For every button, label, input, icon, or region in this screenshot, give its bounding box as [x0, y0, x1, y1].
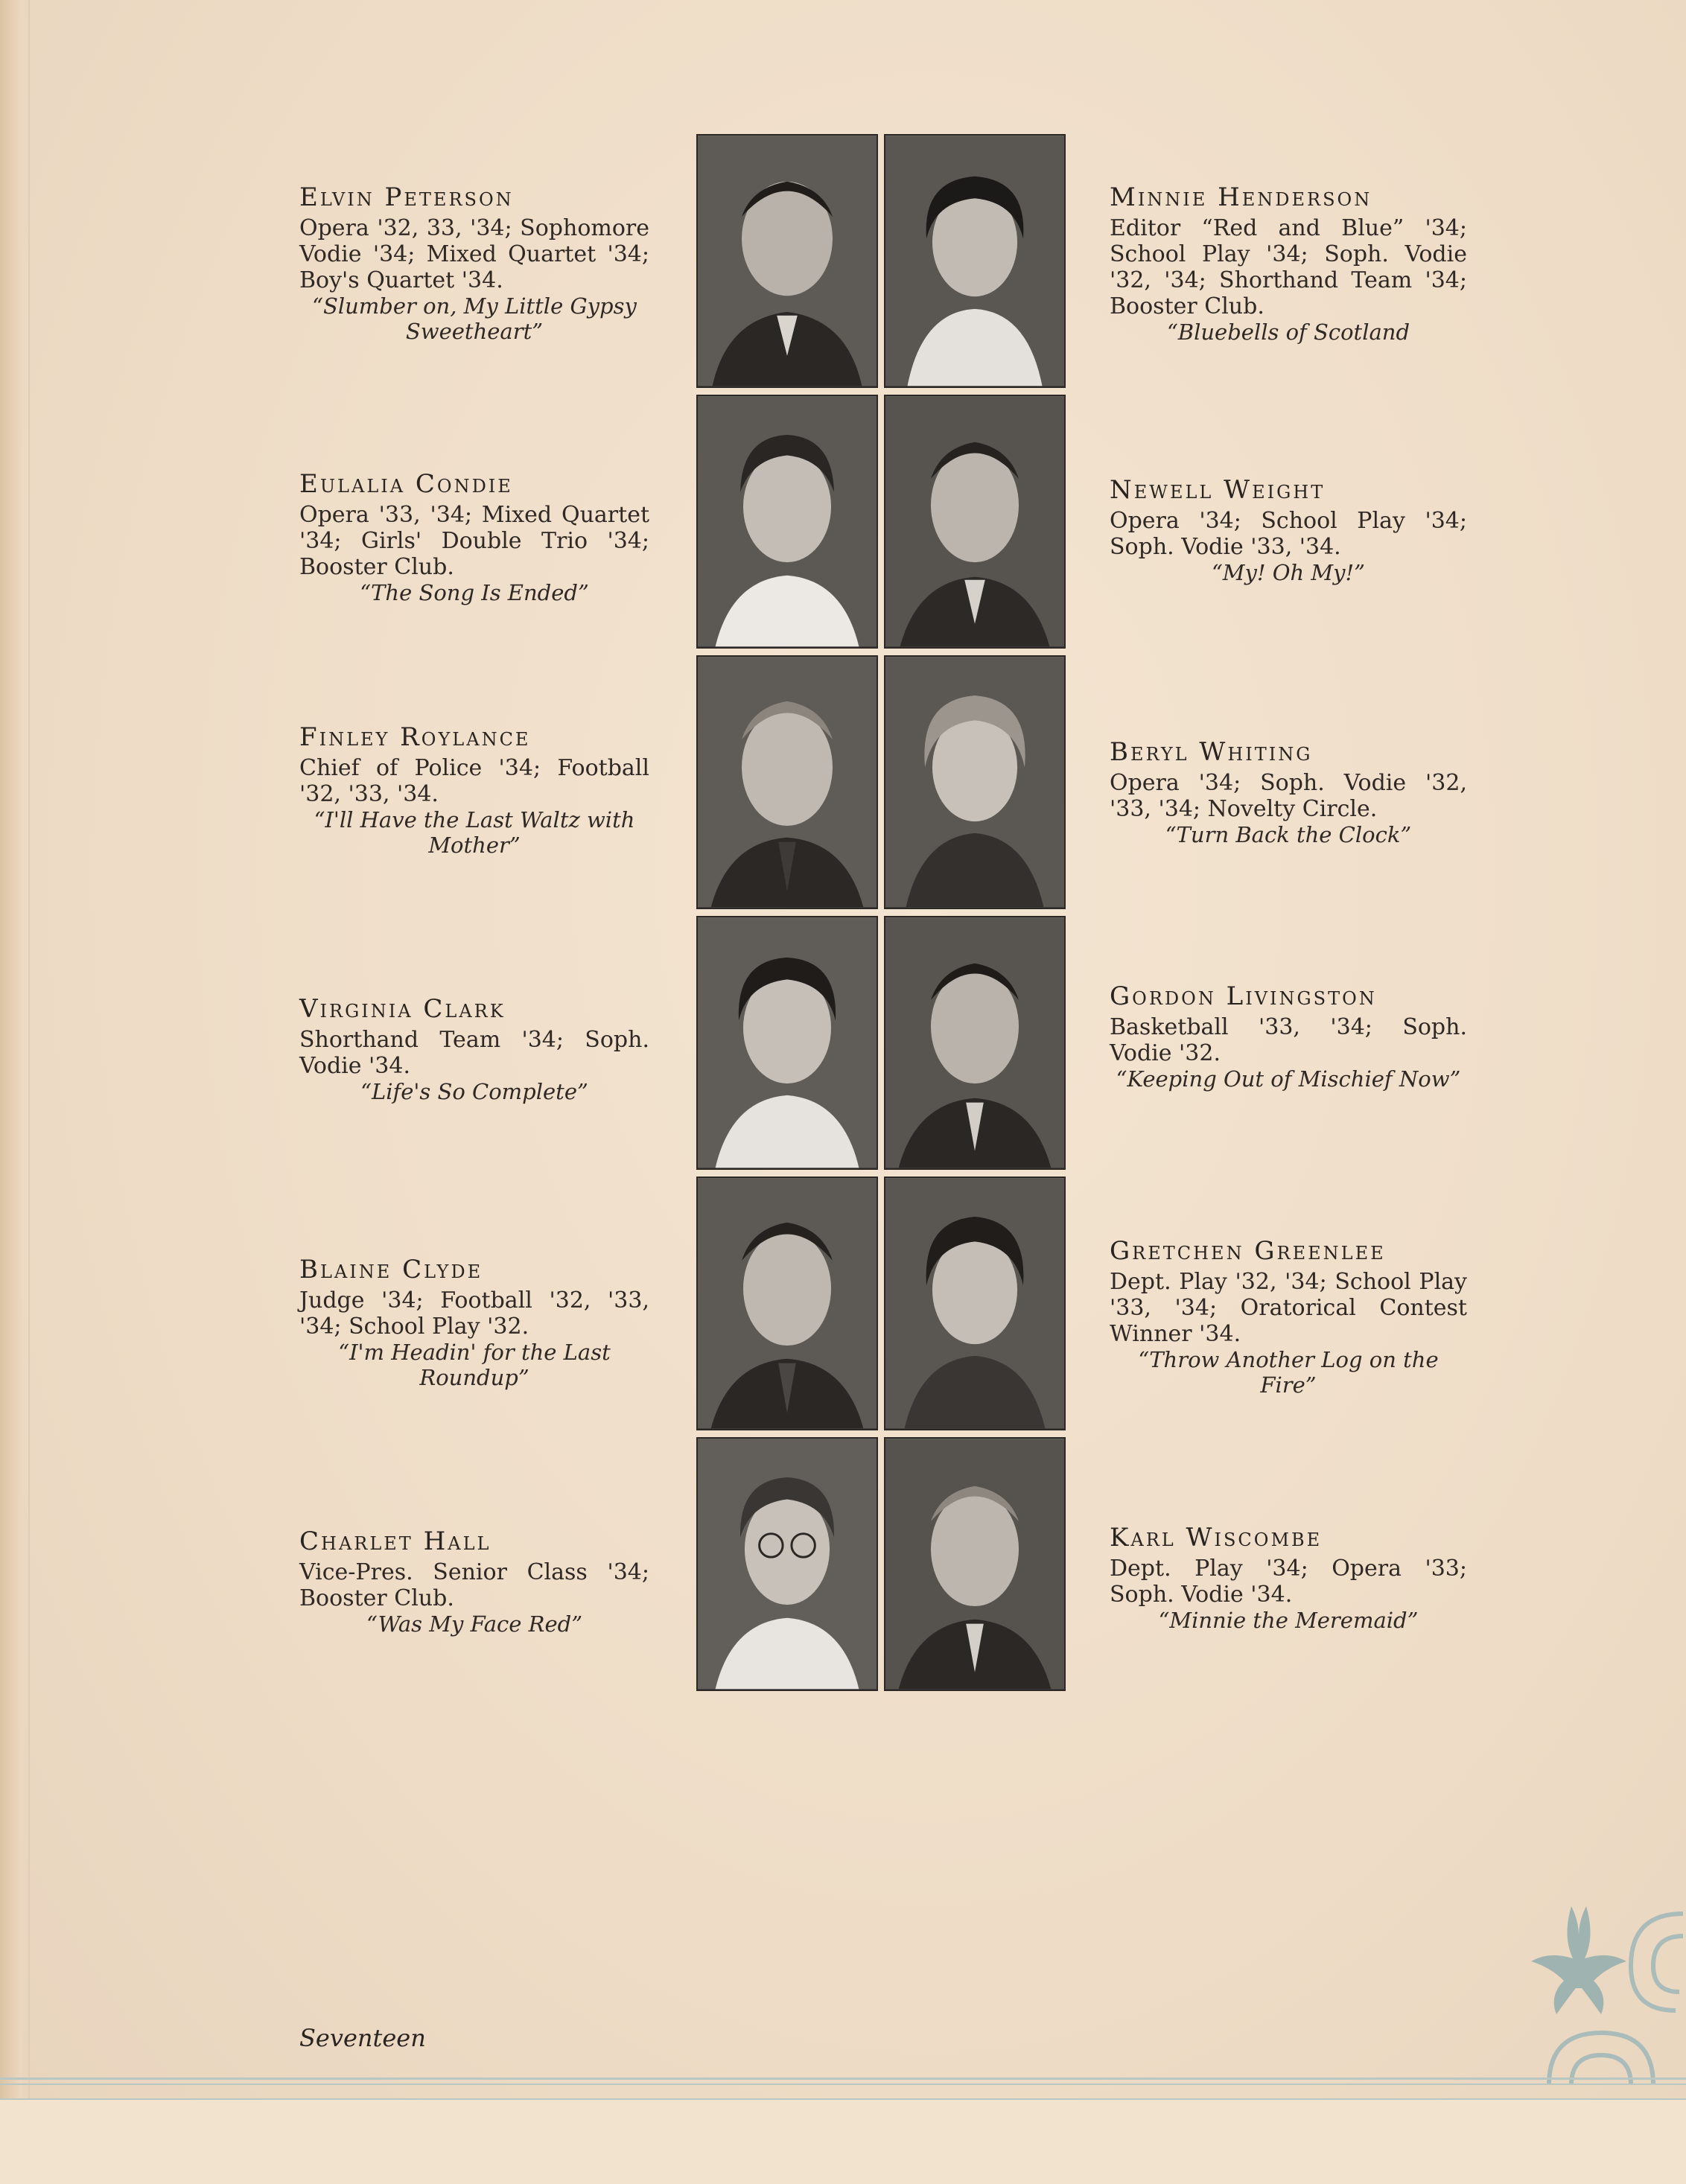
- student-name: Newell Weight: [1110, 475, 1326, 505]
- student-activities: Opera '34; School Play '34; Soph. Vodie '33, '34.: [1110, 508, 1467, 560]
- entry-left-5: [299, 1255, 649, 1390]
- entry-left-4: [299, 994, 649, 1104]
- portrait-elvin-peterson: [696, 134, 878, 388]
- bottom-rule-2: [0, 2083, 1686, 2085]
- portrait-eulalia-condie: [696, 395, 878, 649]
- entry-left-6: [299, 1526, 649, 1637]
- student-name: Minnie Henderson: [1110, 182, 1372, 212]
- fleur-de-lis-ornament-icon: [1504, 1884, 1686, 2085]
- student-activities: Vice-Pres. Senior Class '34; Booster Club.: [299, 1559, 649, 1611]
- student-quote: “I'm Headin' for the Last Roundup”: [338, 1340, 611, 1390]
- student-activities: Shorthand Team '34; Soph. Vodie '34.: [299, 1027, 649, 1079]
- student-activities: Opera '32, 33, '34; Sophomore Vodie '34; Mixed Quartet '34; Boy's Quartet '34.: [299, 215, 649, 293]
- student-name: Eulalia Condie: [299, 469, 513, 499]
- entry-right-5: [1110, 1236, 1467, 1398]
- student-quote: “Life's So Complete”: [360, 1079, 588, 1104]
- student-activities: Dept. Play '32, '34; School Play '33, '34; Oratorical Contest Winner '34.: [1110, 1269, 1467, 1347]
- student-activities: Chief of Police '34; Football '32, '33, '34.: [299, 755, 649, 807]
- page-number: Seventeen: [299, 2024, 426, 2052]
- entry-right-1: [1110, 182, 1467, 345]
- student-name: Beryl Whiting: [1110, 737, 1313, 767]
- portrait-virginia-clark: [696, 916, 878, 1170]
- entry-right-2: [1110, 475, 1467, 585]
- portrait-gordon-livingston: [884, 916, 1066, 1170]
- student-name: Elvin Peterson: [299, 182, 514, 212]
- student-quote: “Throw Another Log on the Fire”: [1138, 1347, 1439, 1398]
- student-name: Virginia Clark: [299, 994, 506, 1024]
- portrait-gretchen-greenlee: [884, 1177, 1066, 1430]
- portrait-charlet-hall: [696, 1437, 878, 1691]
- student-name: Karl Wiscombe: [1110, 1523, 1323, 1553]
- student-activities: Basketball '33, '34; Soph. Vodie '32.: [1110, 1014, 1467, 1066]
- student-quote: “Bluebells of Scotland: [1166, 319, 1410, 345]
- entry-right-3: [1110, 737, 1467, 847]
- entry-right-6: [1110, 1523, 1467, 1633]
- student-quote: “Slumber on, My Little Gypsy Sweetheart”: [312, 293, 637, 344]
- entry-left-3: [299, 722, 649, 858]
- portrait-newell-weight: [884, 395, 1066, 649]
- student-name: Finley Roylance: [299, 722, 531, 752]
- binding-fold: [28, 0, 30, 2184]
- bottom-margin-strip: [0, 2098, 1686, 2184]
- entry-left-1: [299, 182, 649, 344]
- portrait-minnie-henderson: [884, 134, 1066, 388]
- portrait-finley-roylance: [696, 655, 878, 909]
- student-quote: “My! Oh My!”: [1211, 560, 1365, 585]
- bottom-rule-3: [0, 2098, 1686, 2100]
- student-quote: “The Song Is Ended”: [360, 580, 589, 605]
- student-name: Gordon Livingston: [1110, 981, 1377, 1011]
- student-activities: Opera '34; Soph. Vodie '32, '33, '34; Novelty Circle.: [1110, 770, 1467, 822]
- entry-right-4: [1110, 981, 1467, 1092]
- student-name: Gretchen Greenlee: [1110, 1236, 1386, 1266]
- student-activities: Editor “Red and Blue” '34; School Play '34; Soph. Vodie '32, '34; Shorthand Team '34; Booster Club.: [1110, 215, 1467, 319]
- binding-edge: [0, 0, 22, 2184]
- entry-left-2: [299, 469, 649, 605]
- portrait-grid: [696, 134, 1075, 1704]
- student-quote: “Minnie the Meremaid”: [1158, 1608, 1419, 1633]
- student-activities: Opera '33, '34; Mixed Quartet '34; Girls' Double Trio '34; Booster Club.: [299, 502, 649, 580]
- student-name: Charlet Hall: [299, 1526, 492, 1556]
- portrait-karl-wiscombe: [884, 1437, 1066, 1691]
- portrait-beryl-whiting: [884, 655, 1066, 909]
- portrait-blaine-clyde: [696, 1177, 878, 1430]
- bottom-rule-1: [0, 2078, 1686, 2080]
- student-name: Blaine Clyde: [299, 1255, 483, 1284]
- student-activities: Dept. Play '34; Opera '33; Soph. Vodie '34.: [1110, 1556, 1467, 1608]
- student-quote: “I'll Have the Last Waltz with Mother”: [314, 807, 635, 858]
- student-activities: Judge '34; Football '32, '33, '34; School Play '32.: [299, 1287, 649, 1340]
- student-quote: “Keeping Out of Mischief Now”: [1116, 1066, 1461, 1092]
- student-quote: “Turn Back the Clock”: [1165, 822, 1412, 847]
- student-quote: “Was My Face Red”: [366, 1611, 583, 1637]
